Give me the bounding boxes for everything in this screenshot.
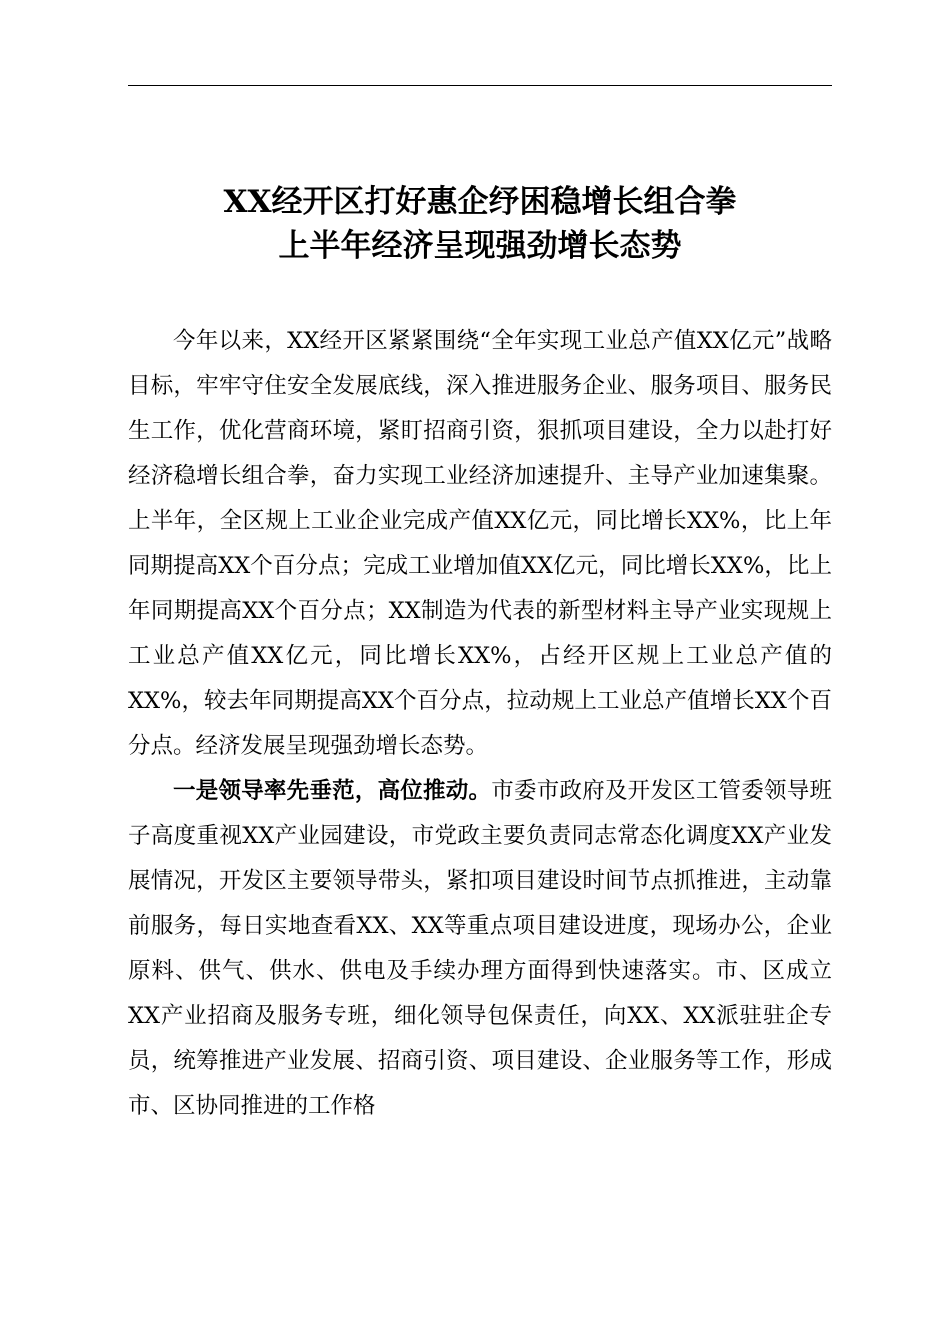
title-line-1: XX经开区打好惠企纾困稳增长组合拳	[223, 184, 737, 220]
paragraph-intro	[128, 319, 832, 769]
header-rule	[128, 85, 832, 86]
paragraph-leadership	[128, 769, 832, 1129]
document-body	[128, 319, 832, 1129]
paragraph-intro-text: 今年以来，XX经开区紧紧围绕“全年实现工业总产值XX亿元”战略目标，牢牢守住安全发展底线，深入推进服务企业、服务项目、服务民生工作，优化营商环境，紧盯招商引资，狠抓项目建设，全力以赴打好经济稳增长组合拳，奋力实现工业经济加速提升、主导产业加速集聚。上半年，全区规上工业企业完成产值XX亿元，同比增长XX%，比上年同期提高XX个百分点；完成工业增加值XX亿元，同比增长XX%，比上年同期提高XX个百分点；XX制造为代表的新型材料主导产业实现规上工业总产值XX亿元，同比增长XX%，占经开区规上工业总产值的XX%，较去年同期提高XX个百分点，拉动规上工业总产值增长XX个百分点。经济发展呈现强劲增长态势。	[128, 328, 832, 759]
paragraph-leadership-heading: 一是领导率先垂范，高位推动。	[173, 778, 492, 804]
paragraph-leadership-text: 市委市政府及开发区工管委领导班子高度重视XX产业园建设，市党政主要负责同志常态化调度XX产业发展情况，开发区主要领导带头，紧扣项目建设时间节点抓推进，主动靠前服务，每日实地查看XX、XX等重点项目建设进度，现场办公，企业原料、供气、供水、供电及手续办理方面得到快速落实。市、区成立XX产业招商及服务专班，细化领导包保责任，向XX、XX派驻驻企专员，统筹推进产业发展、招商引资、项目建设、企业服务等工作，形成市、区协同推进的工作格	[128, 778, 832, 1119]
document-title	[128, 180, 832, 268]
title-line-2: 上半年经济呈现强劲增长态势	[278, 228, 682, 264]
